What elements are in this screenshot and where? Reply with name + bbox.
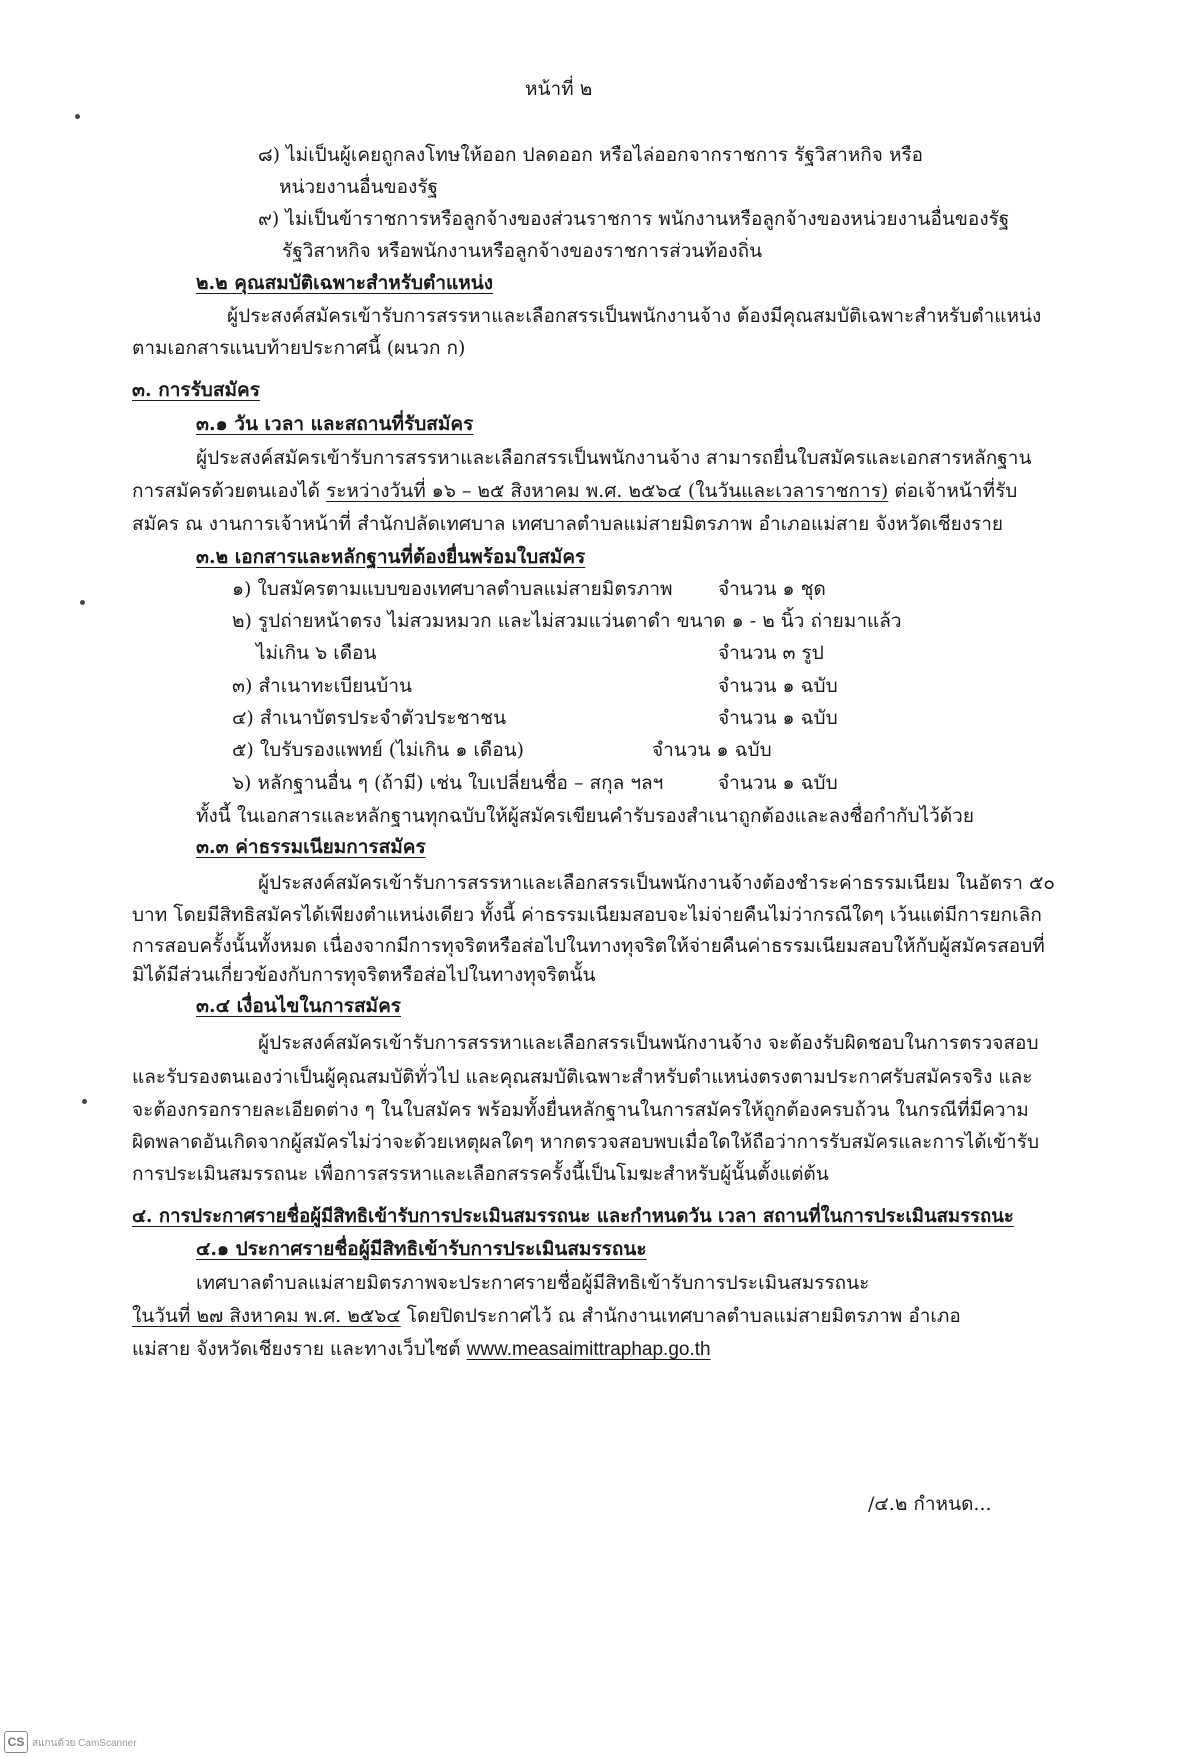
item-8-line-2: หน่วยงานอื่นของรัฐ [279, 176, 439, 198]
doc-item-5: ๕) ใบรับรองแพทย์ (ไม่เกิน ๑ เดือน) [232, 739, 525, 761]
website-link[interactable]: www.measaimittraphap.go.th [466, 1339, 711, 1360]
item-9-line-1: ๙) ไม่เป็นข้าราชการหรือลูกจ้างของส่วนราชการ พนักงานหรือลูกจ้างของหน่วยงานอื่นของรัฐ [258, 208, 1010, 230]
section-2-2-para-line-1: ผู้ประสงค์สมัครเข้ารับการสรรหาและเลือกสรรเป็นพนักงานจ้าง ต้องมีคุณสมบัติเฉพาะสำหรับตำแหน่ง [227, 305, 1042, 327]
doc-item-3-quantity: จำนวน ๑ ฉบับ [718, 675, 838, 697]
documents-note: ทั้งนี้ ในเอกสารและหลักฐานทุกฉบับให้ผู้สมัครเขียนคำรับรองสำเนาถูกต้องและลงชื่อกำกับไว้ด้วย [196, 805, 974, 827]
section-3-3-heading: ๓.๓ ค่าธรรมเนียมการสมัคร [196, 836, 426, 858]
doc-item-2-line-2: ไม่เกิน ๖ เดือน [256, 642, 377, 664]
scan-speck [82, 1099, 87, 1104]
section-4-1-line-2 [132, 1303, 961, 1329]
section-4-1-line-2-rest: โดยปิดประกาศไว้ ณ สำนักงานเทศบาลตำบลแม่สายมิตรภาพ อำเภอ [400, 1305, 961, 1327]
section-3-1-line-2 [132, 478, 1017, 504]
doc-item-5-quantity: จำนวน ๑ ฉบับ [652, 739, 772, 761]
announcement-date: ในวันที่ ๒๗ สิงหาคม พ.ศ. ๒๕๖๔ [132, 1305, 401, 1327]
section-3-4-line-3: จะต้องกรอกรายละเอียดต่าง ๆ ในใบสมัคร พร้อมทั้งยื่นหลักฐานในการสมัครให้ถูกต้องครบถ้วน ในกรณีที่มีความ [132, 1099, 1029, 1121]
section-3-4-line-2: และรับรองตนเองว่าเป็นผู้คุณสมบัติทั่วไป และคุณสมบัติเฉพาะสำหรับตำแหน่งตรงตามประกาศรับสมัครจริง และ [132, 1066, 1033, 1088]
section-3-4-line-4: ผิดพลาดอันเกิดจากผู้สมัครไม่ว่าจะด้วยเหตุผลใดๆ หากตรวจสอบพบเมื่อใดให้ถือว่าการรับสมัครและการได้เข้ารับ [132, 1131, 1040, 1153]
application-period: ระหว่างวันที่ ๑๖ – ๒๕ สิงหาคม พ.ศ. ๒๕๖๔ (ในวันและเวลาราชการ) [326, 480, 889, 502]
doc-item-1: ๑) ใบสมัครตามแบบของเทศบาลตำบลแม่สายมิตรภาพ [232, 578, 673, 600]
section-3-1-line-2-start: การสมัครด้วยตนเองได้ [132, 480, 326, 502]
section-3-3-line-3: การสอบครั้งนั้นทั้งหมด เนื่องจากมีการทุจริตหรือส่อไปในทางทุจริตให้จ่ายคืนค่าธรรมเนียมสอบให้กับผู้สมัครสอบที่ [132, 935, 1045, 957]
doc-item-2-line-1: ๒) รูปถ่ายหน้าตรง ไม่สวมหมวก และไม่สวมแว่นตาดำ ขนาด ๑ - ๒ นิ้ว ถ่ายมาแล้ว [232, 610, 902, 632]
page-number: หน้าที่ ๒ [525, 78, 593, 100]
section-3-2-heading: ๓.๒ เอกสารและหลักฐานที่ต้องยื่นพร้อมใบสมัคร [196, 546, 586, 568]
section-3-4-line-1: ผู้ประสงค์สมัครเข้ารับการสรรหาและเลือกสรรเป็นพนักงานจ้าง จะต้องรับผิดชอบในการตรวจสอบ [258, 1032, 1039, 1054]
section-4-1-line-3-start: แม่สาย จังหวัดเชียงราย และทางเว็บไซต์ [132, 1338, 467, 1360]
continuation-note: /๔.๒ กำหนด... [868, 1493, 992, 1515]
item-8-line-1: ๘) ไม่เป็นผู้เคยถูกลงโทษให้ออก ปลดออก หรือไล่ออกจากราชการ รัฐวิสาหกิจ หรือ [258, 144, 924, 166]
doc-item-6: ๖) หลักฐานอื่น ๆ (ถ้ามี) เช่น ใบเปลี่ยนชื่อ – สกุล ฯลฯ [232, 772, 664, 794]
section-2-2-para-line-2: ตามเอกสารแนบท้ายประกาศนี้ (ผนวก ก) [132, 337, 466, 359]
doc-item-1-quantity: จำนวน ๑ ชุด [718, 578, 826, 600]
doc-item-4: ๔) สำเนาบัตรประจำตัวประชาชน [232, 707, 507, 729]
section-3-heading: ๓. การรับสมัคร [132, 379, 260, 401]
scan-speck [75, 114, 80, 119]
section-2-2-heading: ๒.๒ คุณสมบัติเฉพาะสำหรับตำแหน่ง [196, 272, 494, 294]
section-3-1-line-2-end: ต่อเจ้าหน้าที่รับ [888, 480, 1018, 502]
section-3-3-line-1: ผู้ประสงค์สมัครเข้ารับการสรรหาและเลือกสรรเป็นพนักงานจ้างต้องชำระค่าธรรมเนียม ในอัตรา ๕๐ [258, 872, 1055, 894]
doc-item-2-quantity: จำนวน ๓ รูป [718, 642, 824, 664]
section-4-1-line-1: เทศบาลตำบลแม่สายมิตรภาพจะประกาศรายชื่อผู้มีสิทธิเข้ารับการประเมินสมรรถนะ [196, 1272, 870, 1294]
section-3-3-line-2: บาท โดยมีสิทธิสมัครได้เพียงตำแหน่งเดียว ทั้งนี้ ค่าธรรมเนียมสอบจะไม่จ่ายคืนไม่ว่ากรณีใดๆ เว้นแต่มีการยกเลิก [132, 904, 1042, 926]
scan-speck [80, 600, 85, 605]
section-3-1-line-1: ผู้ประสงค์สมัครเข้ารับการสรรหาและเลือกสรรเป็นพนักงานจ้าง สามารถยื่นใบสมัครและเอกสารหลักฐาน [196, 447, 1032, 469]
camscanner-watermark: สแกนด้วย CamScanner [32, 1738, 137, 1749]
doc-item-6-quantity: จำนวน ๑ ฉบับ [718, 772, 838, 794]
doc-item-4-quantity: จำนวน ๑ ฉบับ [718, 707, 838, 729]
section-3-1-heading: ๓.๑ วัน เวลา และสถานที่รับสมัคร [196, 413, 474, 435]
section-3-4-heading: ๓.๔ เงื่อนไขในการสมัคร [196, 995, 401, 1017]
section-3-3-line-4: มิได้มีส่วนเกี่ยวข้องกับการทุจริตหรือส่อไปในทางทุจริตนั้น [132, 964, 596, 986]
doc-item-3: ๓) สำเนาทะเบียนบ้าน [232, 675, 412, 697]
section-4-heading: ๔. การประกาศรายชื่อผู้มีสิทธิเข้ารับการประเมินสมรรถนะ และกำหนดวัน เวลา สถานที่ในการประเมินสมรรถนะ [132, 1206, 1014, 1227]
section-4-1-heading: ๔.๑ ประกาศรายชื่อผู้มีสิทธิเข้ารับการประเมินสมรรถนะ [196, 1238, 647, 1260]
camscanner-logo: CS [4, 1731, 28, 1753]
item-9-line-2: รัฐวิสาหกิจ หรือพนักงานหรือลูกจ้างของราชการส่วนท้องถิ่น [282, 240, 763, 262]
section-4-1-line-3 [132, 1336, 711, 1363]
section-3-1-line-3: สมัคร ณ งานการเจ้าหน้าที่ สำนักปลัดเทศบาล เทศบาลตำบลแม่สายมิตรภาพ อำเภอแม่สาย จังหวัดเชียงราย [132, 513, 1004, 535]
section-3-4-line-5: การประเมินสมรรถนะ เพื่อการสรรหาและเลือกสรรครั้งนี้เป็นโมฆะสำหรับผู้นั้นตั้งแต่ต้น [132, 1163, 829, 1185]
